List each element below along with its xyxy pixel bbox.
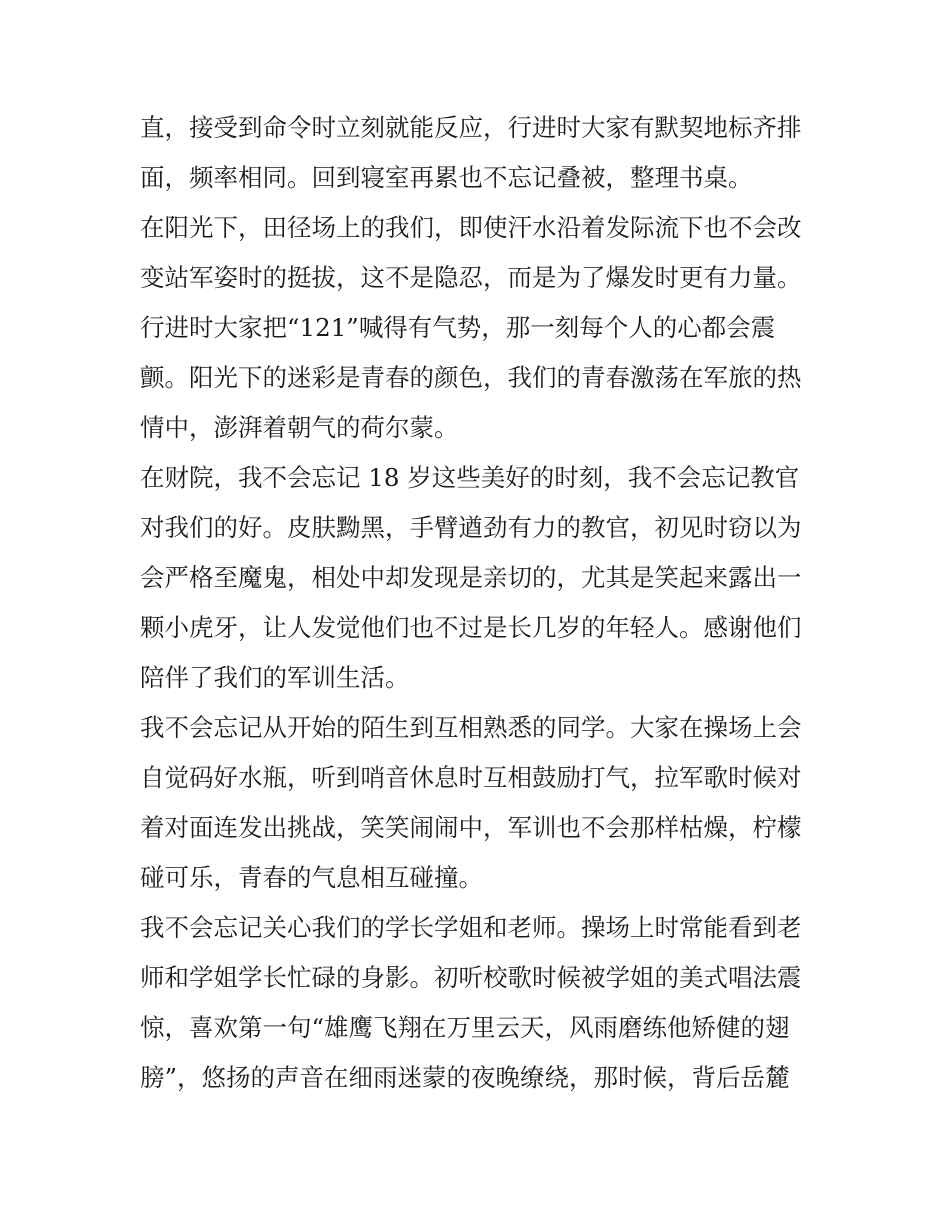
text-line: 面，频率相同。回到寝室再累也不忘记叠被，整理书桌。 bbox=[140, 163, 753, 192]
text-line: 情中，澎湃着朝气的荷尔蒙。 bbox=[140, 413, 459, 442]
text-line: 行进时大家把“121”喊得有气势，那一刻每个人的心都会震 bbox=[140, 313, 776, 342]
text-line: 自觉码好水瓶，听到哨音休息时互相鼓励打气，拉军歌时候对 bbox=[140, 763, 802, 792]
text-line: 我不会忘记关心我们的学长学姐和老师。操场上时常能看到老 bbox=[140, 913, 802, 942]
text-line: 膀”，悠扬的声音在细雨迷蒙的夜晚缭绕，那时候，背后岳麓 bbox=[140, 1063, 790, 1092]
text-line: 变站军姿时的挺拔，这不是隐忍，而是为了爆发时更有力量。 bbox=[140, 263, 802, 292]
text-line: 颤。阳光下的迷彩是青春的颜色，我们的青春激荡在军旅的热 bbox=[140, 363, 802, 392]
text-line: 在阳光下，田径场上的我们，即使汗水沿着发际流下也不会改 bbox=[140, 213, 802, 242]
text-line: 颗小虎牙，让人发觉他们也不过是长几岁的年轻人。感谢他们 bbox=[140, 613, 802, 642]
text-line: 着对面连发出挑战，笑笑闹闹中，军训也不会那样枯燥，柠檬 bbox=[140, 813, 802, 842]
text-line: 师和学姐学长忙碌的身影。初听校歌时候被学姐的美式唱法震 bbox=[140, 963, 802, 992]
text-line: 直，接受到命令时立刻就能反应，行进时大家有默契地标齐排 bbox=[140, 113, 802, 142]
text-line: 我不会忘记从开始的陌生到互相熟悉的同学。大家在操场上会 bbox=[140, 713, 802, 742]
text-line: 碰可乐，青春的气息相互碰撞。 bbox=[140, 863, 483, 892]
text-line: 陪伴了我们的军训生活。 bbox=[140, 663, 410, 692]
text-line: 会严格至魔鬼，相处中却发现是亲切的，尤其是笑起来露出一 bbox=[140, 563, 802, 592]
text-line: 惊，喜欢第一句“雄鹰飞翔在万里云天，风雨磨练他矫健的翅 bbox=[140, 1013, 790, 1042]
text-line: 在财院，我不会忘记 18 岁这些美好的时刻，我不会忘记教官 bbox=[140, 463, 800, 492]
text-line: 对我们的好。皮肤黝黑，手臂遒劲有力的教官，初见时窃以为 bbox=[140, 513, 802, 542]
document-body bbox=[140, 103, 815, 1103]
